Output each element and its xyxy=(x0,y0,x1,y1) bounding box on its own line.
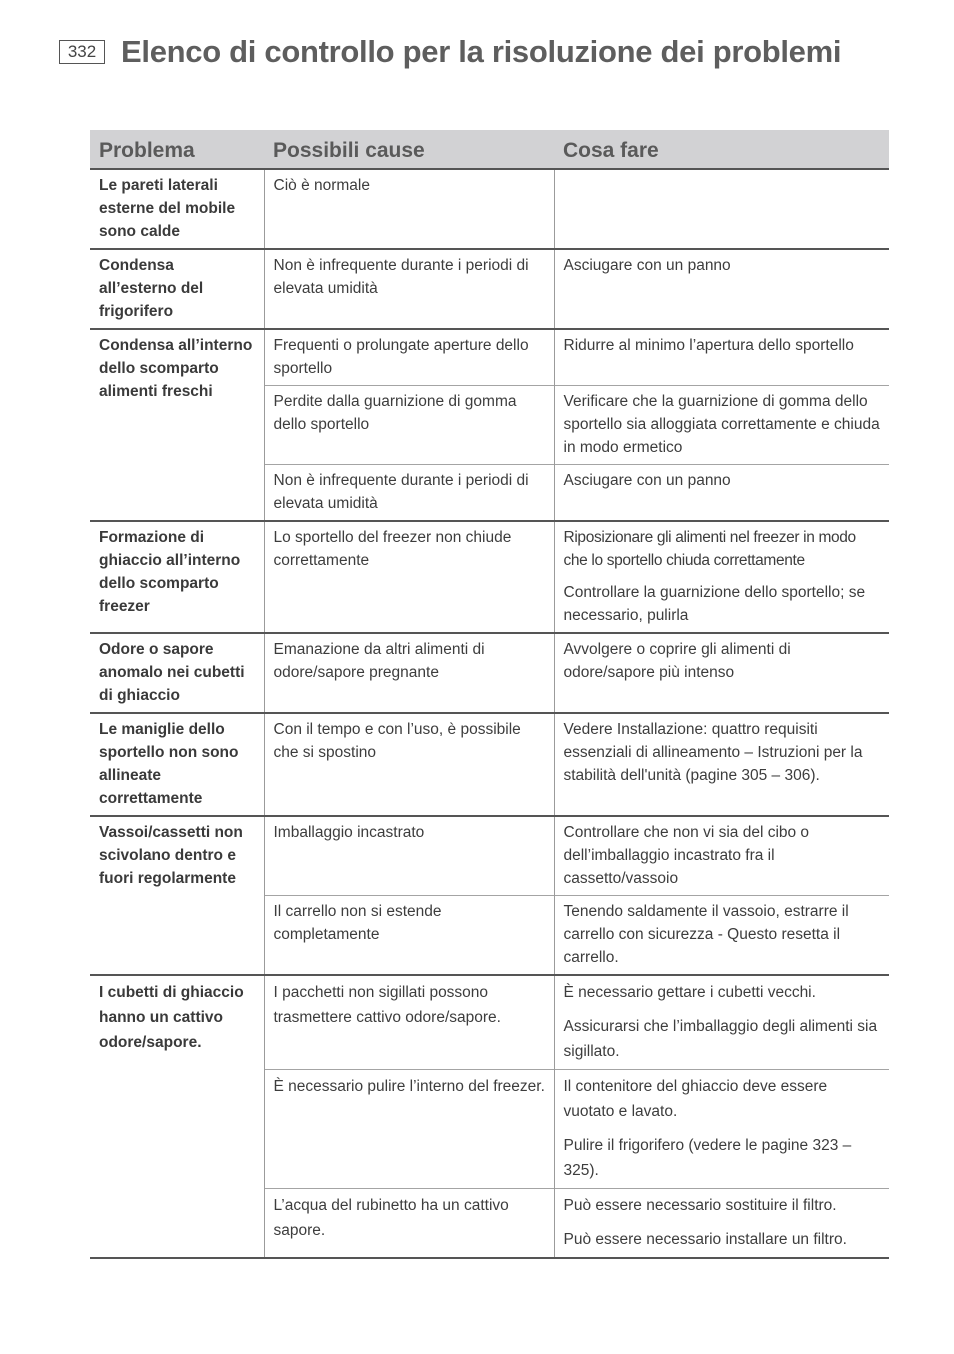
table-row xyxy=(90,329,889,386)
cause-cell: Con il tempo e con l’uso, è possibile che si spostino xyxy=(264,713,554,816)
cause-cell: Emanazione da altri alimenti di odore/sapore pregnante xyxy=(264,633,554,713)
problem-cell: Condensa all’esterno del frigorifero xyxy=(99,257,204,320)
action-cell xyxy=(554,329,889,386)
problem-cell: Le maniglie dello sportello non sono allineate correttamente xyxy=(99,721,239,807)
action-text: Può essere necessario sostituire il filtro. xyxy=(563,1197,837,1214)
cause-cell: Non è infrequente durante i periodi di elevata umidità xyxy=(264,465,554,522)
table-row xyxy=(90,713,889,816)
action-text: Asciugare con un panno xyxy=(563,472,731,489)
action-text: È necessario gettare i cubetti vecchi. xyxy=(563,984,816,1001)
table-row xyxy=(90,249,889,329)
action-text: Può essere necessario installare un filtro. xyxy=(563,1231,847,1248)
action-text: Verificare che la guarnizione di gomma dello sportello sia alloggiata correttamente e chiuda in modo ermetico xyxy=(563,393,880,456)
action-text: Controllare la guarnizione dello sportello; se necessario, pulirla xyxy=(563,584,866,624)
problem-cell: Odore o sapore anomalo nei cubetti di ghiaccio xyxy=(99,641,245,704)
cause-cell: Ciò è normale xyxy=(264,169,554,249)
problem-group xyxy=(90,975,889,1258)
action-cell xyxy=(554,1070,889,1189)
problem-group xyxy=(90,169,889,249)
action-text: Vedere Installazione: quattro requisiti essenziali di allineamento – Istruzioni per la stabilità dell'unità (pagine 305 – 306). xyxy=(563,721,863,784)
cause-cell: L’acqua del rubinetto ha un cattivo sapore. xyxy=(264,1189,554,1259)
cause-cell: I pacchetti non sigillati possono trasmettere cattivo odore/sapore. xyxy=(264,975,554,1070)
table-row xyxy=(90,816,889,896)
table-row xyxy=(90,633,889,713)
table-row xyxy=(90,169,889,249)
action-text: Assicurarsi che l’imballaggio degli alimenti sia sigillato. xyxy=(563,1018,878,1060)
problem-cell: Le pareti laterali esterne del mobile sono calde xyxy=(99,177,236,240)
column-header-actions: Cosa fare xyxy=(554,130,889,169)
action-text: Ridurre al minimo l’apertura dello sportello xyxy=(563,337,854,354)
action-cell xyxy=(554,521,889,633)
action-text: Pulire il frigorifero (vedere le pagine 323 – 325). xyxy=(563,1137,852,1179)
cause-cell: Non è infrequente durante i periodi di elevata umidità xyxy=(264,249,554,329)
table-row xyxy=(90,975,889,1070)
problem-cell: Condensa all’interno dello scomparto alimenti freschi xyxy=(99,337,253,400)
cause-cell: Lo sportello del freezer non chiude correttamente xyxy=(264,521,554,633)
action-cell xyxy=(554,713,889,816)
cause-cell: È necessario pulire l’interno del freezer. xyxy=(264,1070,554,1189)
cause-cell: Il carrello non si estende completamente xyxy=(264,896,554,976)
problem-group xyxy=(90,713,889,816)
problem-group xyxy=(90,329,889,521)
problem-cell: Vassoi/cassetti non scivolano dentro e fuori regolarmente xyxy=(99,824,243,887)
action-cell xyxy=(554,386,889,465)
problem-group xyxy=(90,521,889,633)
action-text: Tenendo saldamente il vassoio, estrarre il carrello con sicurezza - Questo resetta il carrello. xyxy=(563,903,849,966)
action-cell xyxy=(554,169,889,249)
table-header xyxy=(90,130,889,169)
problem-cell: Formazione di ghiaccio all’interno dello scomparto freezer xyxy=(99,529,241,615)
page-number: 332 xyxy=(59,40,105,64)
action-cell xyxy=(554,975,889,1070)
column-header-causes: Possibili cause xyxy=(264,130,554,169)
action-text: Controllare che non vi sia del cibo o dell’imballaggio incastrato fra il cassetto/vassoio xyxy=(563,824,810,887)
action-cell xyxy=(554,249,889,329)
action-cell xyxy=(554,1189,889,1259)
action-cell xyxy=(554,633,889,713)
cause-cell: Imballaggio incastrato xyxy=(264,816,554,896)
problem-group xyxy=(90,633,889,713)
cause-cell: Perdite dalla guarnizione di gomma dello sportello xyxy=(264,386,554,465)
action-cell xyxy=(554,896,889,976)
cause-cell: Frequenti o prolungate aperture dello sportello xyxy=(264,329,554,386)
page-title: Elenco di controllo per la risoluzione dei problemi xyxy=(121,34,842,69)
problem-cell: I cubetti di ghiaccio hanno un cattivo odore/sapore. xyxy=(99,984,244,1051)
troubleshooting-table xyxy=(90,130,889,1259)
action-cell xyxy=(554,465,889,522)
action-text: Avvolgere o coprire gli alimenti di odore/sapore più intenso xyxy=(563,641,791,681)
action-text: Asciugare con un panno xyxy=(563,257,731,274)
table-row xyxy=(90,521,889,633)
action-text: Riposizionare gli alimenti nel freezer in modo che lo sportello chiuda correttamente xyxy=(563,529,856,569)
problem-group xyxy=(90,816,889,975)
action-cell xyxy=(554,816,889,896)
problem-group xyxy=(90,249,889,329)
action-text: Il contenitore del ghiaccio deve essere vuotato e lavato. xyxy=(563,1078,828,1120)
column-header-problem: Problema xyxy=(90,130,264,169)
